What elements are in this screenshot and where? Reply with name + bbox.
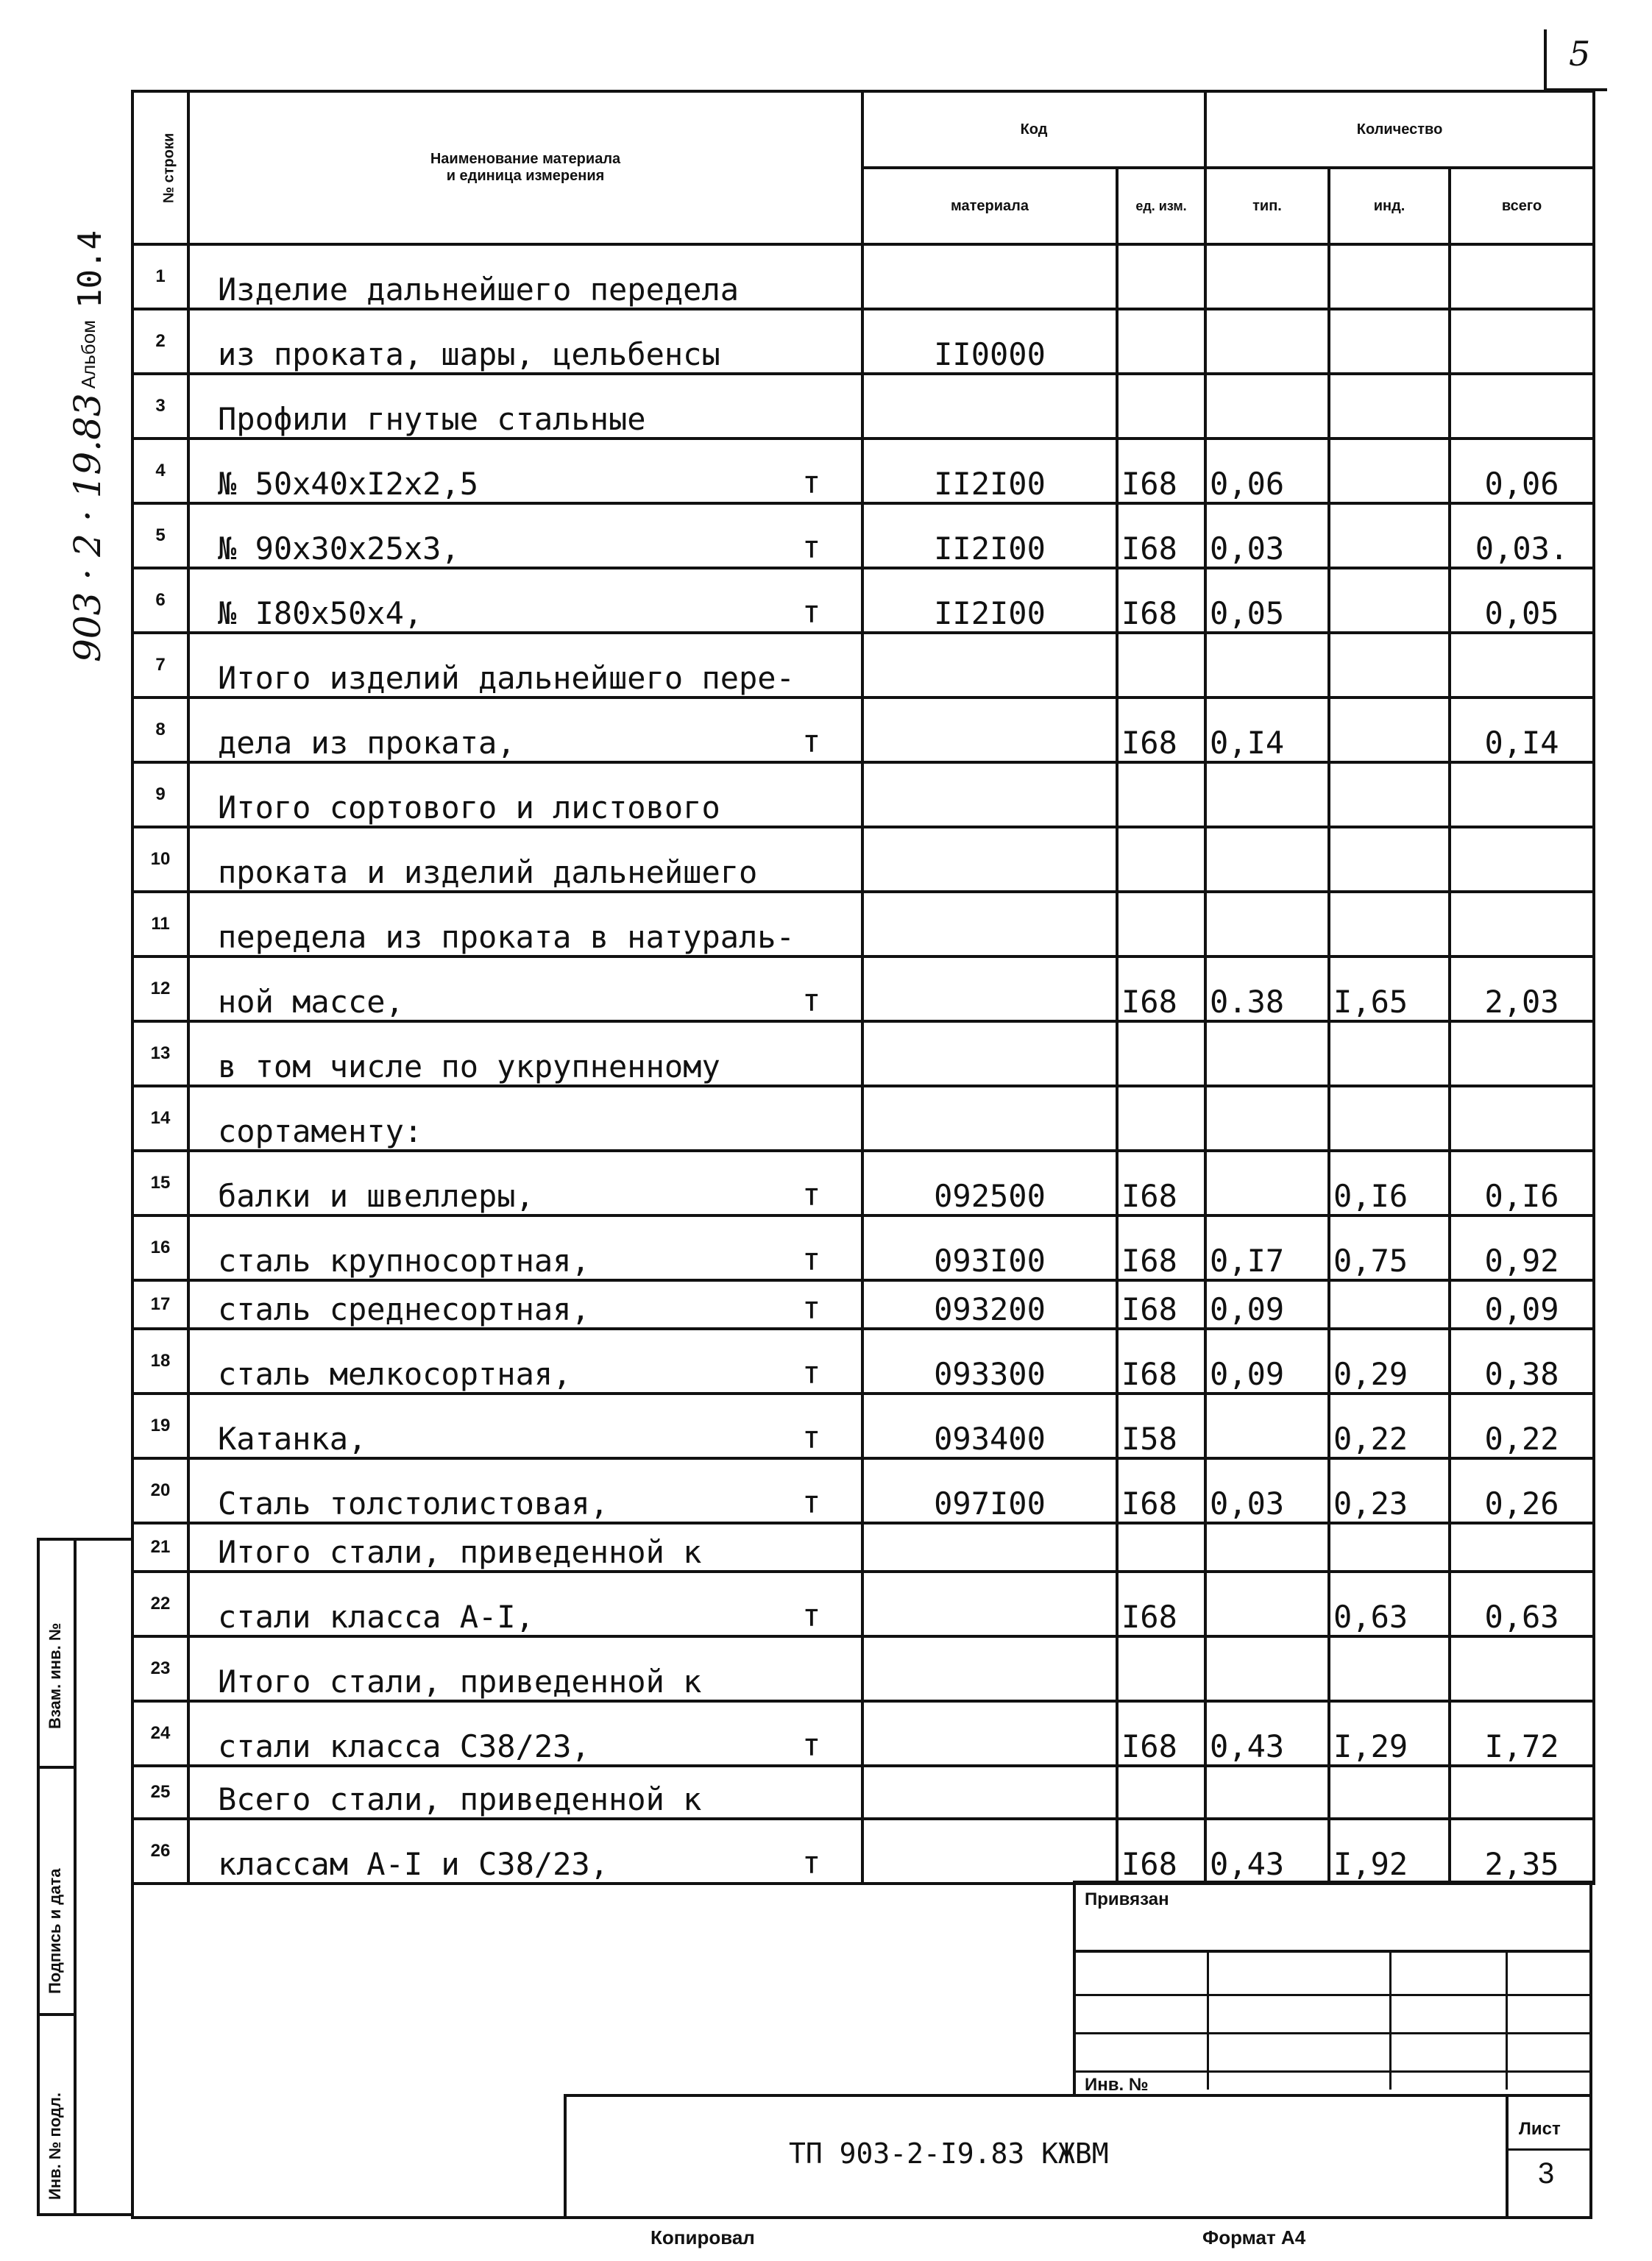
material-code bbox=[862, 698, 1117, 762]
material-code bbox=[862, 762, 1117, 827]
material-name bbox=[188, 439, 862, 503]
page-number: 5 bbox=[1569, 34, 1591, 74]
qty-ind bbox=[1329, 698, 1450, 762]
qty-typ: 0,I4 bbox=[1205, 698, 1329, 762]
material-code: II2I00 bbox=[862, 439, 1117, 503]
material-code: 097I00 bbox=[862, 1458, 1117, 1523]
table-row bbox=[132, 1572, 1594, 1636]
qty-typ bbox=[1205, 633, 1329, 698]
strip-podpis: Подпись и дата bbox=[46, 1868, 64, 1994]
row-number: 26 bbox=[132, 1819, 188, 1884]
qty-typ bbox=[1205, 244, 1329, 309]
table-row bbox=[132, 633, 1594, 698]
qty-ind: 0,22 bbox=[1329, 1394, 1450, 1458]
row-number: 1 bbox=[132, 244, 188, 309]
qty-ind bbox=[1329, 892, 1450, 956]
qty-ind bbox=[1329, 503, 1450, 568]
unit-code bbox=[1117, 1523, 1205, 1572]
row-number: 5 bbox=[132, 503, 188, 568]
material-code bbox=[862, 1636, 1117, 1701]
row-number: 6 bbox=[132, 568, 188, 633]
unit-code: I68 bbox=[1117, 698, 1205, 762]
row-number: 2 bbox=[132, 309, 188, 374]
material-name-text: передела из проката в натураль- bbox=[218, 919, 795, 955]
qty-total: 0,63 bbox=[1450, 1572, 1594, 1636]
measure-unit: т bbox=[802, 1241, 821, 1277]
material-code bbox=[862, 1701, 1117, 1766]
material-name bbox=[188, 503, 862, 568]
material-code bbox=[862, 1021, 1117, 1086]
material-name bbox=[188, 1086, 862, 1151]
qty-typ bbox=[1205, 1394, 1329, 1458]
qty-ind bbox=[1329, 1636, 1450, 1701]
qty-total bbox=[1450, 309, 1594, 374]
qty-total: 0,09 bbox=[1450, 1280, 1594, 1329]
header-code-unit: ед. изм. bbox=[1117, 168, 1205, 244]
document-code: ТП 903-2-I9.83 КЖВМ bbox=[789, 2137, 1109, 2170]
qty-typ: 0,05 bbox=[1205, 568, 1329, 633]
table-row bbox=[132, 1819, 1594, 1884]
qty-typ bbox=[1205, 1151, 1329, 1215]
unit-code: I68 bbox=[1117, 1458, 1205, 1523]
stamp-inv-no: Инв. № bbox=[1085, 2075, 1149, 2095]
material-code bbox=[862, 1766, 1117, 1819]
qty-typ bbox=[1205, 374, 1329, 439]
material-name-text: ной массе, bbox=[218, 984, 404, 1020]
header-name: Наименование материала и единица измерения bbox=[188, 91, 862, 244]
album-note bbox=[35, 59, 109, 662]
material-name bbox=[188, 827, 862, 892]
table-row bbox=[132, 1021, 1594, 1086]
row-number: 23 bbox=[132, 1636, 188, 1701]
handwritten-code: 903 · 2 · 19.83 bbox=[66, 393, 109, 662]
measure-unit: т bbox=[802, 594, 821, 630]
row-number: 16 bbox=[132, 1215, 188, 1280]
measure-unit: т bbox=[802, 982, 821, 1018]
qty-total: 0,05 bbox=[1450, 568, 1594, 633]
material-name-text: балки и швеллеры, bbox=[218, 1178, 534, 1214]
material-name-text: в том числе по укрупненному bbox=[218, 1048, 720, 1085]
table-row bbox=[132, 762, 1594, 827]
material-name-text: дела из проката, bbox=[218, 725, 516, 761]
unit-code bbox=[1117, 309, 1205, 374]
measure-unit: т bbox=[802, 464, 821, 500]
material-code: 092500 bbox=[862, 1151, 1117, 1215]
qty-ind bbox=[1329, 1523, 1450, 1572]
header-code-group: Код bbox=[862, 91, 1205, 168]
unit-code bbox=[1117, 244, 1205, 309]
row-number: 25 bbox=[132, 1766, 188, 1819]
row-number: 19 bbox=[132, 1394, 188, 1458]
row-number: 8 bbox=[132, 698, 188, 762]
qty-typ: 0.38 bbox=[1205, 956, 1329, 1021]
qty-total bbox=[1450, 1086, 1594, 1151]
table-row bbox=[132, 1701, 1594, 1766]
material-code bbox=[862, 1819, 1117, 1884]
unit-code bbox=[1117, 892, 1205, 956]
material-code bbox=[862, 244, 1117, 309]
qty-typ bbox=[1205, 762, 1329, 827]
unit-code bbox=[1117, 762, 1205, 827]
sheet-number: 3 bbox=[1538, 2157, 1555, 2190]
table-row bbox=[132, 1458, 1594, 1523]
material-name-text: Катанка, bbox=[218, 1421, 367, 1457]
material-name bbox=[188, 956, 862, 1021]
unit-code bbox=[1117, 1021, 1205, 1086]
unit-code: I68 bbox=[1117, 1329, 1205, 1394]
row-number: 4 bbox=[132, 439, 188, 503]
qty-total: 0,I4 bbox=[1450, 698, 1594, 762]
qty-ind bbox=[1329, 1280, 1450, 1329]
material-name bbox=[188, 1280, 862, 1329]
material-name-text: Итого изделий дальнейшего пере- bbox=[218, 660, 795, 696]
qty-ind bbox=[1329, 439, 1450, 503]
qty-total: 0,92 bbox=[1450, 1215, 1594, 1280]
row-number: 18 bbox=[132, 1329, 188, 1394]
material-name-text: № 50x40xI2x2,5 bbox=[218, 466, 479, 502]
header-row-no: № строки bbox=[132, 91, 188, 244]
row-number: 17 bbox=[132, 1280, 188, 1329]
material-name-text: Итого стали, приведенной к bbox=[218, 1534, 702, 1570]
table-row bbox=[132, 309, 1594, 374]
row-number: 7 bbox=[132, 633, 188, 698]
row-number: 11 bbox=[132, 892, 188, 956]
material-name-text: № 90x30x25x3, bbox=[218, 530, 460, 567]
qty-ind: 0,I6 bbox=[1329, 1151, 1450, 1215]
header-qty-total: всего bbox=[1450, 168, 1594, 244]
table-row bbox=[132, 568, 1594, 633]
row-number: 9 bbox=[132, 762, 188, 827]
qty-total bbox=[1450, 633, 1594, 698]
measure-unit: т bbox=[802, 723, 821, 759]
album-label: Альбом bbox=[77, 319, 99, 389]
qty-total: 0,26 bbox=[1450, 1458, 1594, 1523]
qty-total bbox=[1450, 827, 1594, 892]
material-code: 093200 bbox=[862, 1280, 1117, 1329]
material-name bbox=[188, 1394, 862, 1458]
qty-typ: 0,43 bbox=[1205, 1701, 1329, 1766]
stamp-privyazan: Привязан bbox=[1085, 1889, 1169, 1909]
material-code bbox=[862, 1572, 1117, 1636]
qty-total: 0,06 bbox=[1450, 439, 1594, 503]
table-row bbox=[132, 1280, 1594, 1329]
qty-total bbox=[1450, 892, 1594, 956]
table-row bbox=[132, 1394, 1594, 1458]
unit-code: I68 bbox=[1117, 1572, 1205, 1636]
material-code bbox=[862, 1086, 1117, 1151]
header-qty-group: Количество bbox=[1205, 91, 1594, 168]
qty-typ: 0,43 bbox=[1205, 1819, 1329, 1884]
material-name-text: сталь мелкосортная, bbox=[218, 1356, 572, 1392]
qty-typ bbox=[1205, 1572, 1329, 1636]
material-code: 093300 bbox=[862, 1329, 1117, 1394]
qty-ind bbox=[1329, 633, 1450, 698]
material-name-text: Изделие дальнейшего передела bbox=[218, 271, 740, 308]
material-name bbox=[188, 1523, 862, 1572]
material-name bbox=[188, 1215, 862, 1280]
material-name-text: № I80x50x4, bbox=[218, 595, 423, 631]
material-name-text: Сталь толстолистовая, bbox=[218, 1486, 609, 1522]
table-row bbox=[132, 956, 1594, 1021]
qty-ind bbox=[1329, 309, 1450, 374]
material-name-text: Итого сортового и листового bbox=[218, 789, 720, 826]
qty-total: 0,03. bbox=[1450, 503, 1594, 568]
table-row bbox=[132, 503, 1594, 568]
unit-code: I68 bbox=[1117, 1280, 1205, 1329]
qty-total: 0,38 bbox=[1450, 1329, 1594, 1394]
qty-ind: I,29 bbox=[1329, 1701, 1450, 1766]
material-code bbox=[862, 892, 1117, 956]
material-code: II0000 bbox=[862, 309, 1117, 374]
measure-unit: т bbox=[802, 1419, 821, 1455]
material-name-text: стали класса А-I, bbox=[218, 1599, 534, 1635]
material-name-text: сталь среднесортная, bbox=[218, 1291, 590, 1327]
page-corner-number bbox=[1544, 29, 1607, 91]
qty-typ bbox=[1205, 827, 1329, 892]
qty-ind bbox=[1329, 568, 1450, 633]
measure-unit: т bbox=[802, 529, 821, 565]
row-number: 10 bbox=[132, 827, 188, 892]
qty-ind bbox=[1329, 762, 1450, 827]
strip-inv-podl: Инв. № подл. bbox=[46, 2093, 64, 2200]
header-qty-typ: тип. bbox=[1205, 168, 1329, 244]
material-name bbox=[188, 1021, 862, 1086]
measure-unit: т bbox=[802, 1484, 821, 1520]
unit-code bbox=[1117, 1086, 1205, 1151]
table-row bbox=[132, 1215, 1594, 1280]
qty-ind: 0,75 bbox=[1329, 1215, 1450, 1280]
measure-unit: т bbox=[802, 1727, 821, 1763]
material-name bbox=[188, 698, 862, 762]
material-name bbox=[188, 1329, 862, 1394]
material-name bbox=[188, 1572, 862, 1636]
qty-total bbox=[1450, 1523, 1594, 1572]
qty-ind bbox=[1329, 374, 1450, 439]
table-row bbox=[132, 1766, 1594, 1819]
row-number: 13 bbox=[132, 1021, 188, 1086]
table-row bbox=[132, 1086, 1594, 1151]
material-code: II2I00 bbox=[862, 503, 1117, 568]
unit-code: I58 bbox=[1117, 1394, 1205, 1458]
material-name bbox=[188, 633, 862, 698]
material-code: 093I00 bbox=[862, 1215, 1117, 1280]
material-name bbox=[188, 1636, 862, 1701]
qty-typ: 0,03 bbox=[1205, 503, 1329, 568]
material-code bbox=[862, 1523, 1117, 1572]
unit-code: I68 bbox=[1117, 956, 1205, 1021]
left-margin-strip bbox=[37, 1538, 110, 2216]
unit-code bbox=[1117, 374, 1205, 439]
table-body bbox=[132, 244, 1594, 1884]
qty-typ: 0,I7 bbox=[1205, 1215, 1329, 1280]
album-number: 10.4 bbox=[71, 230, 109, 308]
qty-total bbox=[1450, 374, 1594, 439]
material-name-text: проката и изделий дальнейшего bbox=[218, 854, 758, 890]
measure-unit: т bbox=[802, 1845, 821, 1881]
row-number: 21 bbox=[132, 1523, 188, 1572]
footer-format: Формат А4 bbox=[1202, 2226, 1306, 2248]
unit-code: I68 bbox=[1117, 1215, 1205, 1280]
qty-typ: 0,09 bbox=[1205, 1280, 1329, 1329]
footer-kopiroval: Копировал bbox=[650, 2226, 755, 2248]
qty-total: 2,03 bbox=[1450, 956, 1594, 1021]
material-name-text: стали класса С38/23, bbox=[218, 1728, 590, 1764]
qty-ind: 0,63 bbox=[1329, 1572, 1450, 1636]
header-code-material: материала bbox=[862, 168, 1117, 244]
qty-total: 2,35 bbox=[1450, 1819, 1594, 1884]
measure-unit: т bbox=[802, 1355, 821, 1391]
qty-ind: I,65 bbox=[1329, 956, 1450, 1021]
header-qty-ind: инд. bbox=[1329, 168, 1450, 244]
table-row bbox=[132, 439, 1594, 503]
qty-ind bbox=[1329, 1021, 1450, 1086]
material-code bbox=[862, 956, 1117, 1021]
qty-ind bbox=[1329, 1766, 1450, 1819]
material-name bbox=[188, 1819, 862, 1884]
material-code bbox=[862, 374, 1117, 439]
qty-typ bbox=[1205, 1636, 1329, 1701]
row-number: 24 bbox=[132, 1701, 188, 1766]
qty-ind bbox=[1329, 1086, 1450, 1151]
measure-unit: т bbox=[802, 1597, 821, 1633]
material-name bbox=[188, 1701, 862, 1766]
qty-typ bbox=[1205, 309, 1329, 374]
unit-code: I68 bbox=[1117, 439, 1205, 503]
table-row bbox=[132, 1636, 1594, 1701]
sheet-label: Лист bbox=[1519, 2119, 1561, 2139]
qty-typ: 0,06 bbox=[1205, 439, 1329, 503]
table-row bbox=[132, 1523, 1594, 1572]
materials-table bbox=[131, 90, 1595, 1885]
row-number: 15 bbox=[132, 1151, 188, 1215]
qty-ind: 0,29 bbox=[1329, 1329, 1450, 1394]
material-name bbox=[188, 892, 862, 956]
unit-code bbox=[1117, 827, 1205, 892]
material-name bbox=[188, 1151, 862, 1215]
qty-ind: 0,23 bbox=[1329, 1458, 1450, 1523]
unit-code: I68 bbox=[1117, 503, 1205, 568]
unit-code bbox=[1117, 1766, 1205, 1819]
row-number: 20 bbox=[132, 1458, 188, 1523]
qty-total: 0,I6 bbox=[1450, 1151, 1594, 1215]
qty-typ bbox=[1205, 892, 1329, 956]
qty-ind: I,92 bbox=[1329, 1819, 1450, 1884]
material-name-text: сталь крупносортная, bbox=[218, 1243, 590, 1279]
table-row bbox=[132, 698, 1594, 762]
table-row bbox=[132, 244, 1594, 309]
row-number: 12 bbox=[132, 956, 188, 1021]
material-name-text: Профили гнутые стальные bbox=[218, 401, 646, 437]
qty-total bbox=[1450, 1766, 1594, 1819]
qty-total: I,72 bbox=[1450, 1701, 1594, 1766]
material-name bbox=[188, 762, 862, 827]
unit-code: I68 bbox=[1117, 568, 1205, 633]
qty-typ: 0,03 bbox=[1205, 1458, 1329, 1523]
material-name bbox=[188, 244, 862, 309]
qty-typ bbox=[1205, 1086, 1329, 1151]
material-name-text: Всего стали, приведенной к bbox=[218, 1781, 702, 1817]
qty-typ bbox=[1205, 1021, 1329, 1086]
measure-unit: т bbox=[802, 1290, 821, 1326]
material-name bbox=[188, 1766, 862, 1819]
material-code bbox=[862, 827, 1117, 892]
unit-code bbox=[1117, 633, 1205, 698]
table-row bbox=[132, 374, 1594, 439]
qty-typ bbox=[1205, 1766, 1329, 1819]
material-name-text: из проката, шары, цельбенсы bbox=[218, 336, 720, 372]
qty-total bbox=[1450, 1636, 1594, 1701]
qty-total bbox=[1450, 1021, 1594, 1086]
qty-total bbox=[1450, 762, 1594, 827]
material-name bbox=[188, 1458, 862, 1523]
table-row bbox=[132, 827, 1594, 892]
material-name bbox=[188, 568, 862, 633]
material-name-text: сортаменту: bbox=[218, 1113, 423, 1149]
qty-total: 0,22 bbox=[1450, 1394, 1594, 1458]
material-code: 093400 bbox=[862, 1394, 1117, 1458]
strip-vzam: Взам. инв. № bbox=[46, 1622, 64, 1729]
qty-ind bbox=[1329, 244, 1450, 309]
qty-total bbox=[1450, 244, 1594, 309]
material-name-text: классам А-I и С38/23, bbox=[218, 1846, 609, 1882]
material-code bbox=[862, 633, 1117, 698]
row-number: 14 bbox=[132, 1086, 188, 1151]
material-name bbox=[188, 374, 862, 439]
table-row bbox=[132, 1151, 1594, 1215]
unit-code: I68 bbox=[1117, 1701, 1205, 1766]
table-row bbox=[132, 1329, 1594, 1394]
material-name-text: Итого стали, приведенной к bbox=[218, 1664, 702, 1700]
table-row bbox=[132, 892, 1594, 956]
row-number: 22 bbox=[132, 1572, 188, 1636]
unit-code bbox=[1117, 1636, 1205, 1701]
qty-typ bbox=[1205, 1523, 1329, 1572]
material-code: II2I00 bbox=[862, 568, 1117, 633]
measure-unit: т bbox=[802, 1176, 821, 1213]
material-name bbox=[188, 309, 862, 374]
qty-typ: 0,09 bbox=[1205, 1329, 1329, 1394]
unit-code: I68 bbox=[1117, 1151, 1205, 1215]
qty-ind bbox=[1329, 827, 1450, 892]
unit-code: I68 bbox=[1117, 1819, 1205, 1884]
row-number: 3 bbox=[132, 374, 188, 439]
